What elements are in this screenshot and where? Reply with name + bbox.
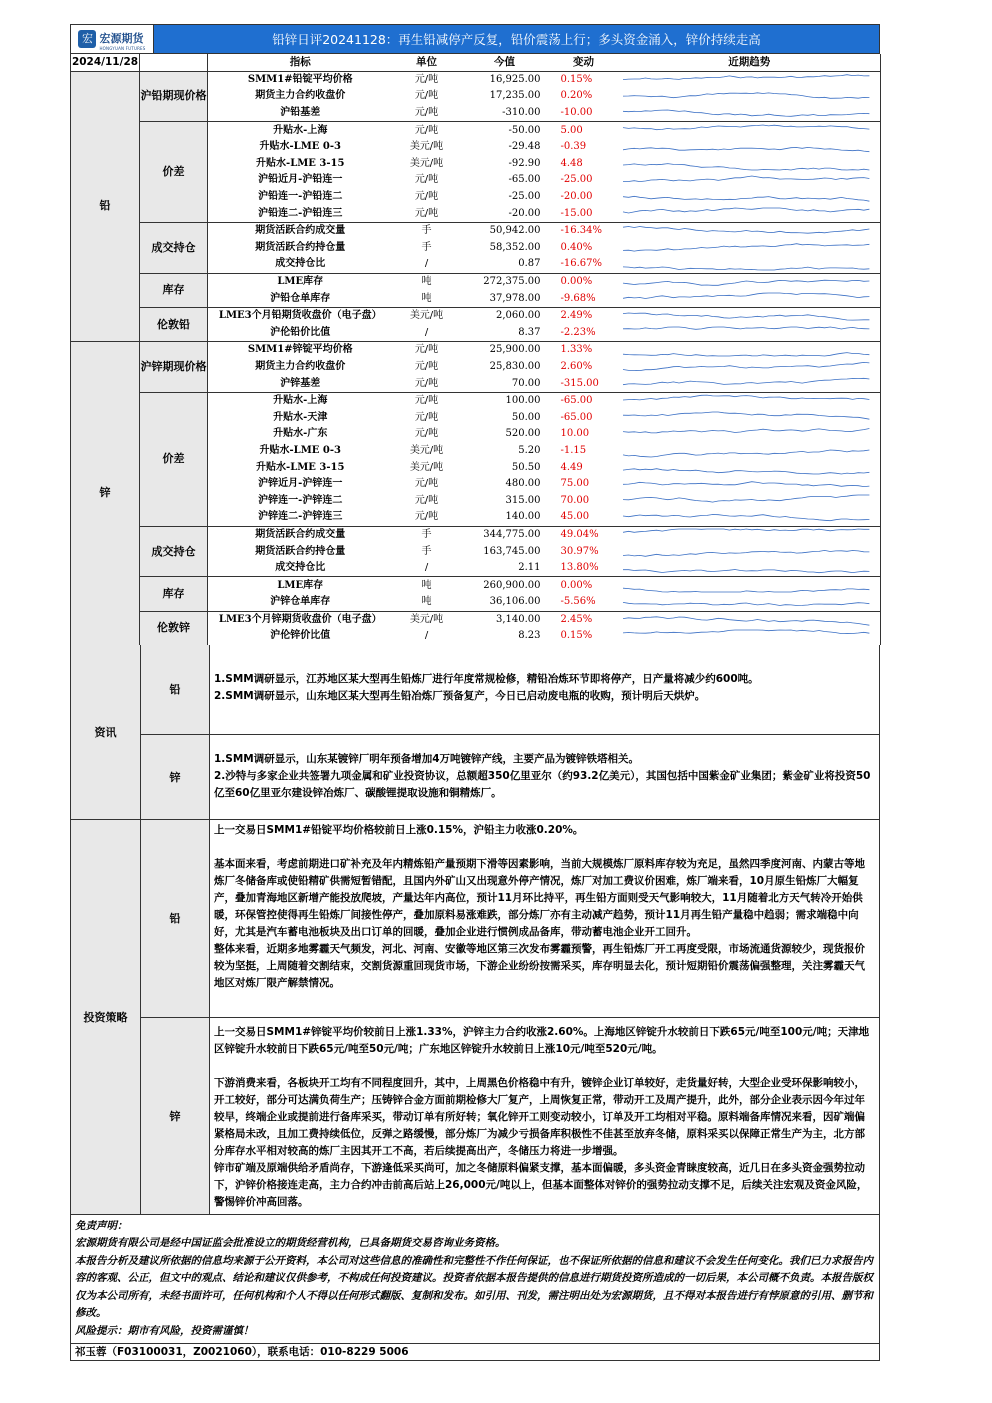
value-cell: 480.00 <box>505 478 541 490</box>
change-cell: 1.33% <box>549 342 619 359</box>
group-label: 伦敦锌 <box>140 611 208 645</box>
logo-mark-icon: 宏 <box>78 30 96 48</box>
value-cell: -29.48 <box>508 141 541 153</box>
value-cell: 58,352.00 <box>489 241 541 253</box>
unit-label: 吨 <box>393 577 461 594</box>
news-zinc-item: 1.SMM调研显示，山东某镀锌厂明年预备增加4万吨镀锌产线，主要产品为镀锌铁塔相关。 <box>214 752 640 765</box>
value-cell: -25.00 <box>508 191 541 203</box>
sparkline-path <box>623 630 869 634</box>
value-cell: 8.23 <box>518 630 541 642</box>
news-zinc-item: 2.沙特与多家企业共签署九项金属和矿业投资协议，总额超350亿里亚尔（约93.2亿美元），其国包括中国紫金矿业集团；紫金矿业将投资50亿至60亿里亚尔建设锌冶炼厂、碳酸锂提取设施和铜精炼厂。 <box>214 769 871 799</box>
unit-label: 元/吨 <box>414 174 439 186</box>
value-cell: -92.90 <box>508 157 541 169</box>
indicator-label: 沪锌连二-沪锌连三 <box>258 511 343 523</box>
trend-sparkline <box>619 139 881 156</box>
trend-sparkline <box>619 426 881 443</box>
trend-sparkline <box>619 611 881 628</box>
trend-sparkline <box>619 172 881 189</box>
report-title: 铅锌日评20241128：再生铅减停产反复，铅价震荡上行；多头资金涌入，锌价持续走高 <box>154 25 879 53</box>
change-cell: 2.49% <box>549 307 619 324</box>
indicator-label: 期货活跃合约持仓量 <box>255 241 346 253</box>
change-cell: 75.00 <box>560 478 590 490</box>
trend-sparkline <box>619 509 881 526</box>
trend-sparkline <box>619 189 881 206</box>
trend-sparkline <box>619 492 881 509</box>
value-cell: -50.00 <box>461 122 549 139</box>
change-cell: 49.04% <box>549 526 619 543</box>
indicator-label: 沪锌基差 <box>280 377 321 389</box>
value-cell: 260,900.00 <box>461 577 549 594</box>
table-header-row <box>71 54 881 71</box>
indicator-label: 沪铅连二-沪铅连三 <box>258 207 343 219</box>
value-cell: 520.00 <box>505 428 541 440</box>
strategy-lead-para: 整体来看，近期多地雾霾天气频发，河北、河南、安徽等地区第三次发布雾霾预警，再生铅炼厂开工再度受限，市场流通货源较少，现货报价较为坚挺，上周随着交割结束，交割货源重回现货市场，下游企业纷纷按需采买，库存明显去化，预计短期铅价震荡偏强整理，关注雾霾天气地区对炼厂限产解禁情况。 <box>214 942 865 989</box>
strategy-zinc-para: 下游消费来看，各板块开工均有不同程度回升，其中，上周黑色价格稳中有升，镀锌企业订单较好，走货量好转，大型企业受环保影响较小，开工较好，部分可达满负荷生产；压铸锌合金方面前期检修大厂复产，上周恢复正常，带动开工及周产提升，此外，部分企业表示因今年过年较早，终端企业或提前进行备库采买，带动订单有所好转；氧化锌开工则变动较小，订单及开工均相对平稳。原料端备库情况来看，因矿端偏紧格局未改，且加工费持续低位，反弹之路缓慢，部分炼厂为减少亏损备库积极性不佳甚至放弃冬储，原料采买以保障正常生产为主，北方部分库存水平相对较高的炼厂主因其开工不高，若后续提高出产，冬储压力将进一步增强。 <box>214 1076 865 1157</box>
change-cell: 45.00 <box>560 511 590 523</box>
unit-label: 元/吨 <box>393 342 461 359</box>
trend-sparkline <box>619 577 881 594</box>
disclaimer-title: 免责声明： <box>75 1219 128 1232</box>
sparkline-path <box>623 588 869 592</box>
indicator-label: 期货活跃合约成交量 <box>208 222 393 239</box>
change-cell: -5.56% <box>560 596 596 608</box>
unit-label: / <box>424 258 429 270</box>
change-cell: 5.00 <box>549 122 619 139</box>
change-cell: 0.00% <box>549 273 619 290</box>
indicator-label: 沪铅基差 <box>280 107 321 119</box>
sparkline-path <box>623 412 869 419</box>
unit-label: 吨 <box>421 596 432 608</box>
value-cell: 8.37 <box>518 326 541 338</box>
news-lead-item: 2.SMM调研显示，山东地区某大型再生铅冶炼厂预备复产，今日已启动废电瓶的收购，预计明后天烘炉。 <box>214 689 706 702</box>
disclaimer-line: 宏源期货有限公司是经中国证监会批准设立的期货经营机构，已具备期货交易咨询业务资格。 <box>75 1237 506 1250</box>
report-date: 2024/11/28 <box>71 54 140 71</box>
indicator-label: 期货活跃合约持仓量 <box>255 545 346 557</box>
strategy-zinc-label: 锌 <box>141 1018 210 1214</box>
sparkline-path <box>623 550 869 556</box>
unit-label: 元/吨 <box>414 478 439 490</box>
trend-sparkline <box>619 88 881 105</box>
change-cell: 2.60% <box>560 360 593 372</box>
news-lead-item: 1.SMM调研显示，江苏地区某大型再生铅炼厂进行年度常规检修，精铅冶炼环节即将停产，日产量将减少约600吨。 <box>214 672 759 685</box>
unit-label: / <box>424 630 429 642</box>
value-cell: 2,060.00 <box>461 307 549 324</box>
unit-label: 元/吨 <box>393 122 461 139</box>
indicator-label: 沪铅仓单库存 <box>270 292 331 304</box>
sparkline-path <box>623 468 869 473</box>
indicator-label: LME3个月铅期货收盘价（电子盘） <box>208 307 393 324</box>
trend-sparkline <box>619 543 881 560</box>
strategy-lead-text <box>210 820 879 1017</box>
group-label: 沪锌期现价格 <box>140 342 208 393</box>
sparkline-path <box>623 148 869 152</box>
col-value: 今值 <box>461 54 549 71</box>
logo-subtext: HONGYUAN FUTURES <box>99 46 146 51</box>
change-cell: -2.23% <box>560 326 596 338</box>
trend-sparkline <box>619 256 881 273</box>
indicator-label: 沪锌近月-沪锌连一 <box>258 478 343 490</box>
sparkline-path <box>623 327 869 329</box>
sparkline-path <box>623 313 869 320</box>
unit-label: 吨 <box>393 273 461 290</box>
disclaimer-line: 本报告分析及建议所依据的信息均来源于公开资料，本公司对这些信息的准确性和完整性不作任何保证，也不保证所依据的信息和建议不会发生任何变化。我们已力求报告内容的客观、公正，但文中的观点、结论和建议仅供参考，不构成任何投资建议。投资者依据本报告提供的信息进行期货投资所造成的一切后果，本公司概不负责。本报告版权仅为本公司所有，未经书面许可，任何机构和个人不得以任何形式翻版、复制和发布。如引用、刊发，需注明出处为宏源期货，且不得对本报告进行有悖原意的引用、删节和修改。 <box>75 1254 873 1320</box>
sparkline-path <box>623 362 869 370</box>
change-cell: 0.15% <box>560 630 593 642</box>
strategy-zinc-row <box>141 1018 879 1214</box>
indicator-label: 成交持仓比 <box>275 562 326 574</box>
indicator-label: 沪铅近月-沪铅连一 <box>258 174 343 186</box>
change-cell: -65.00 <box>549 392 619 409</box>
sparkline-path <box>623 515 869 521</box>
trend-sparkline <box>619 459 881 476</box>
unit-label: 美元/吨 <box>393 611 461 628</box>
indicator-label: 升贴水-天津 <box>273 411 328 423</box>
strategy-lead-para <box>214 839 875 856</box>
sparkline-path <box>623 353 869 356</box>
change-cell: -9.68% <box>560 292 596 304</box>
sparkline-path <box>623 125 869 130</box>
trend-sparkline <box>619 325 881 342</box>
change-cell: 4.48 <box>560 157 583 169</box>
unit-label: 元/吨 <box>393 71 461 88</box>
strategy-zinc-para <box>214 1058 875 1075</box>
trend-sparkline <box>619 290 881 307</box>
sparkline-path <box>623 227 869 234</box>
sparkline-path <box>623 75 869 80</box>
author-footer: 祁玉蓉（F03100031，Z0021060），联系电话：010-8229 5006 <box>70 1344 880 1361</box>
indicator-label: LME库存 <box>208 273 393 290</box>
indicator-table <box>70 54 881 645</box>
value-cell: 25,830.00 <box>489 360 541 372</box>
value-cell: 3,140.00 <box>461 611 549 628</box>
trend-sparkline <box>619 359 881 376</box>
group-label: 沪铅期现价格 <box>140 71 208 122</box>
unit-label: 元/吨 <box>414 107 439 119</box>
group-label: 价差 <box>140 392 208 526</box>
news-lead-row <box>141 645 879 735</box>
value-cell: 2.11 <box>518 562 541 574</box>
sparkline-path <box>623 196 869 201</box>
indicator-label: 期货活跃合约成交量 <box>208 526 393 543</box>
col-indicator: 指标 <box>208 54 393 71</box>
value-cell: 37,978.00 <box>489 292 541 304</box>
sparkline-path <box>623 208 869 213</box>
unit-label: 手 <box>421 545 432 557</box>
change-cell: 0.15% <box>549 71 619 88</box>
trend-sparkline <box>619 628 881 645</box>
indicator-label: 升贴水-LME 0-3 <box>259 141 341 153</box>
sparkline-path <box>623 429 869 433</box>
change-cell: -1.15 <box>560 444 587 456</box>
news-section <box>70 645 880 820</box>
trend-sparkline <box>619 594 881 611</box>
table-row <box>71 342 881 359</box>
value-cell: 50.00 <box>511 411 541 423</box>
table-row <box>71 273 881 290</box>
news-section-label: 资讯 <box>71 645 141 819</box>
sparkline-path <box>623 244 869 251</box>
section-label-zinc: 锌 <box>71 342 140 645</box>
strategy-lead-para: 上一交易日SMM1#铅锭平均价格较前日上涨0.15%，沪铅主力收涨0.20%。 <box>214 823 584 836</box>
unit-label: 吨 <box>421 292 432 304</box>
unit-label: 元/吨 <box>414 377 439 389</box>
change-cell: -16.34% <box>549 222 619 239</box>
indicator-label: LME库存 <box>208 577 393 594</box>
strategy-lead-row <box>141 820 879 1018</box>
trend-sparkline <box>619 560 881 577</box>
value-cell: 140.00 <box>505 511 541 523</box>
indicator-label: 成交持仓比 <box>275 258 326 270</box>
disclaimer-line: 风险提示：期市有风险，投资需谨慎！ <box>75 1324 254 1337</box>
sparkline-path <box>623 110 869 116</box>
sparkline-path <box>623 93 869 99</box>
value-cell: 70.00 <box>511 377 541 389</box>
change-cell: -25.00 <box>560 174 593 186</box>
indicator-label: 期货主力合约收盘价 <box>255 90 346 102</box>
change-cell: 30.97% <box>560 545 599 557</box>
value-cell: 16,925.00 <box>461 71 549 88</box>
indicator-label: 升贴水-上海 <box>208 392 393 409</box>
value-cell: -65.00 <box>508 174 541 186</box>
news-lead-text <box>210 645 879 734</box>
col-change: 变动 <box>549 54 619 71</box>
value-cell: 100.00 <box>461 392 549 409</box>
strategy-zinc-text <box>210 1018 879 1214</box>
sparkline-path <box>623 529 869 532</box>
trend-sparkline <box>619 476 881 493</box>
unit-label: 元/吨 <box>393 392 461 409</box>
trend-sparkline <box>619 222 881 239</box>
unit-label: / <box>424 562 429 574</box>
change-cell: 4.49 <box>560 461 583 473</box>
trend-sparkline <box>619 392 881 409</box>
indicator-label: 升贴水-广东 <box>273 428 328 440</box>
strategy-section-label: 投资策略 <box>71 820 141 1214</box>
trend-sparkline <box>619 307 881 324</box>
col-trend: 近期趋势 <box>619 54 881 71</box>
trend-sparkline <box>619 443 881 460</box>
strategy-zinc-para: 上一交易日SMM1#锌锭平均价较前日上涨1.33%，沪锌主力合约收涨2.60%。上海地区锌锭升水较前日下跌65元/吨至100元/吨；天津地区锌锭升水较前日下跌65元/吨至50元/吨；广东地区锌锭升水较前日上涨10元/吨至520元/吨。 <box>214 1025 870 1055</box>
unit-label: 手 <box>393 222 461 239</box>
trend-sparkline <box>619 156 881 173</box>
unit-label: / <box>424 326 429 338</box>
unit-label: 美元/吨 <box>409 461 444 473</box>
change-cell: -0.39 <box>560 141 587 153</box>
sparkline-path <box>623 570 869 573</box>
value-cell: 17,235.00 <box>489 90 541 102</box>
table-row <box>71 71 881 88</box>
trend-sparkline <box>619 526 881 543</box>
trend-sparkline <box>619 273 881 290</box>
unit-label: 元/吨 <box>414 511 439 523</box>
report-frame <box>70 24 880 1361</box>
indicator-label: 沪锌仓单库存 <box>270 596 331 608</box>
change-cell: 0.20% <box>560 90 593 102</box>
change-cell: -20.00 <box>560 191 593 203</box>
trend-sparkline <box>619 71 881 88</box>
sparkline-path <box>623 280 869 285</box>
table-row <box>71 611 881 628</box>
strategy-zinc-para: 锌市矿端及原端供给矛盾尚存，下游逢低采买尚可，加之冬储原料偏紧支撑，基本面偏暖，多头资金青睐度较高，近几日在多头资金强势拉动下，沪锌价格接连走高，主力合约冲击前高后站上26,000元/吨以上，但基本面整体对锌价的强势拉动支撑不足，后续关注宏观及资金风险，警惕锌价冲高回落。 <box>214 1161 868 1208</box>
indicator-label: SMM1#锌锭平均价格 <box>208 342 393 359</box>
table-row <box>71 122 881 139</box>
unit-label: 美元/吨 <box>409 444 444 456</box>
indicator-label: 沪锌连一-沪锌连二 <box>258 494 343 506</box>
indicator-label: 期货主力合约收盘价 <box>255 360 346 372</box>
sparkline-path <box>623 395 869 400</box>
value-cell: 0.87 <box>518 258 541 270</box>
trend-sparkline <box>619 122 881 139</box>
unit-label: 元/吨 <box>414 191 439 203</box>
unit-label: 手 <box>393 526 461 543</box>
indicator-label: 升贴水-LME 3-15 <box>256 157 345 169</box>
unit-label: 元/吨 <box>414 411 439 423</box>
value-cell: 272,375.00 <box>461 273 549 290</box>
trend-sparkline <box>619 240 881 257</box>
sparkline-path <box>623 163 869 169</box>
unit-label: 手 <box>421 241 432 253</box>
indicator-label: 升贴水-上海 <box>208 122 393 139</box>
sparkline-path <box>623 176 869 182</box>
sparkline-path <box>623 482 869 487</box>
change-cell: -15.00 <box>560 207 593 219</box>
news-zinc-row <box>141 735 879 819</box>
unit-label: 美元/吨 <box>409 141 444 153</box>
value-cell: 344,775.00 <box>461 526 549 543</box>
unit-label: 美元/吨 <box>393 307 461 324</box>
group-label: 伦敦铅 <box>140 307 208 341</box>
table-row <box>71 526 881 543</box>
change-cell: 70.00 <box>560 494 590 506</box>
change-cell: 2.45% <box>549 611 619 628</box>
table-row <box>71 307 881 324</box>
change-cell: 10.00 <box>560 428 590 440</box>
change-cell: -16.67% <box>560 258 603 270</box>
change-cell: -10.00 <box>560 107 593 119</box>
value-cell: 315.00 <box>505 494 541 506</box>
table-row <box>71 222 881 239</box>
unit-label: 元/吨 <box>414 360 439 372</box>
news-zinc-label: 锌 <box>141 735 210 819</box>
indicator-label: 升贴水-LME 3-15 <box>256 461 345 473</box>
trend-sparkline <box>619 409 881 426</box>
sparkline-path <box>623 450 869 457</box>
strategy-lead-para: 基本面来看，考虑前期进口矿补充及年内精炼铅产量预期下滑等因素影响，当前大规模炼厂原料库存较为充足，虽然四季度河南、内蒙古等地炼厂冬储备库或使铅精矿供需短暂错配，且国内外矿山又出现意外停产情况，炼厂对加工费议价困难，炼厂端来看，10月原生铅炼厂大幅复产，叠加青海地区新增产能投放爬坡，产量达年内高位，预计11月环比持平，再生铅方面则受天气影响较大，11月随着北方天气转冷开始供暖，环保管控使得再生铅炼厂间接性停产，叠加原料易涨难跌，部分炼厂亦有主动减产趋势，预计11月再生铅产量稳中趋弱；需求端稳中向好，尤其是汽车蓄电池板块及出口订单的回暖，叠加企业进行惯例成品备库，带动蓄电池企业开工回升。 <box>214 857 865 938</box>
company-logo <box>71 25 154 53</box>
news-lead-label: 铅 <box>141 645 210 734</box>
indicator-label: 沪伦锌价比值 <box>270 630 331 642</box>
trend-sparkline <box>619 205 881 222</box>
table-row <box>71 577 881 594</box>
table-row <box>71 392 881 409</box>
group-label: 价差 <box>140 122 208 223</box>
change-cell: 0.40% <box>560 241 593 253</box>
sparkline-path <box>623 495 869 502</box>
group-label: 成交持仓 <box>140 222 208 273</box>
unit-label: 元/吨 <box>414 207 439 219</box>
sparkline-path <box>623 267 869 270</box>
group-label: 库存 <box>140 273 208 307</box>
value-cell: 50,942.00 <box>461 222 549 239</box>
unit-label: 元/吨 <box>414 90 439 102</box>
logo-text: 宏源期货 <box>99 32 144 45</box>
value-cell: 50.50 <box>511 461 541 473</box>
group-label: 成交持仓 <box>140 526 208 577</box>
trend-sparkline <box>619 375 881 392</box>
col-unit: 单位 <box>393 54 461 71</box>
unit-label: 元/吨 <box>414 428 439 440</box>
change-cell: 0.00% <box>549 577 619 594</box>
indicator-label: 沪铅连一-沪铅连二 <box>258 191 343 203</box>
value-cell: -20.00 <box>508 207 541 219</box>
news-zinc-text <box>210 735 879 819</box>
group-label: 库存 <box>140 577 208 611</box>
value-cell: -310.00 <box>502 107 541 119</box>
indicator-label: LME3个月锌期货收盘价（电子盘） <box>208 611 393 628</box>
sparkline-path <box>623 378 869 384</box>
trend-sparkline <box>619 105 881 122</box>
sparkline-path <box>623 617 869 625</box>
strategy-section <box>70 820 880 1215</box>
unit-label: 美元/吨 <box>409 157 444 169</box>
section-label-lead: 铅 <box>71 71 140 342</box>
change-cell: 13.80% <box>560 562 599 574</box>
value-cell: 25,900.00 <box>461 342 549 359</box>
change-cell: -65.00 <box>560 411 593 423</box>
top-bar <box>70 24 880 54</box>
value-cell: 36,106.00 <box>489 596 541 608</box>
indicator-label: SMM1#铅锭平均价格 <box>208 71 393 88</box>
unit-label: 元/吨 <box>414 494 439 506</box>
sparkline-path <box>623 293 869 299</box>
trend-sparkline <box>619 342 881 359</box>
indicator-label: 沪伦铅价比值 <box>270 326 331 338</box>
value-cell: 163,745.00 <box>483 545 541 557</box>
change-cell: -315.00 <box>560 377 599 389</box>
value-cell: 5.20 <box>518 444 541 456</box>
sparkline-path <box>623 603 869 606</box>
indicator-label: 升贴水-LME 0-3 <box>259 444 341 456</box>
disclaimer <box>70 1215 880 1345</box>
strategy-lead-label: 铅 <box>141 820 210 1017</box>
